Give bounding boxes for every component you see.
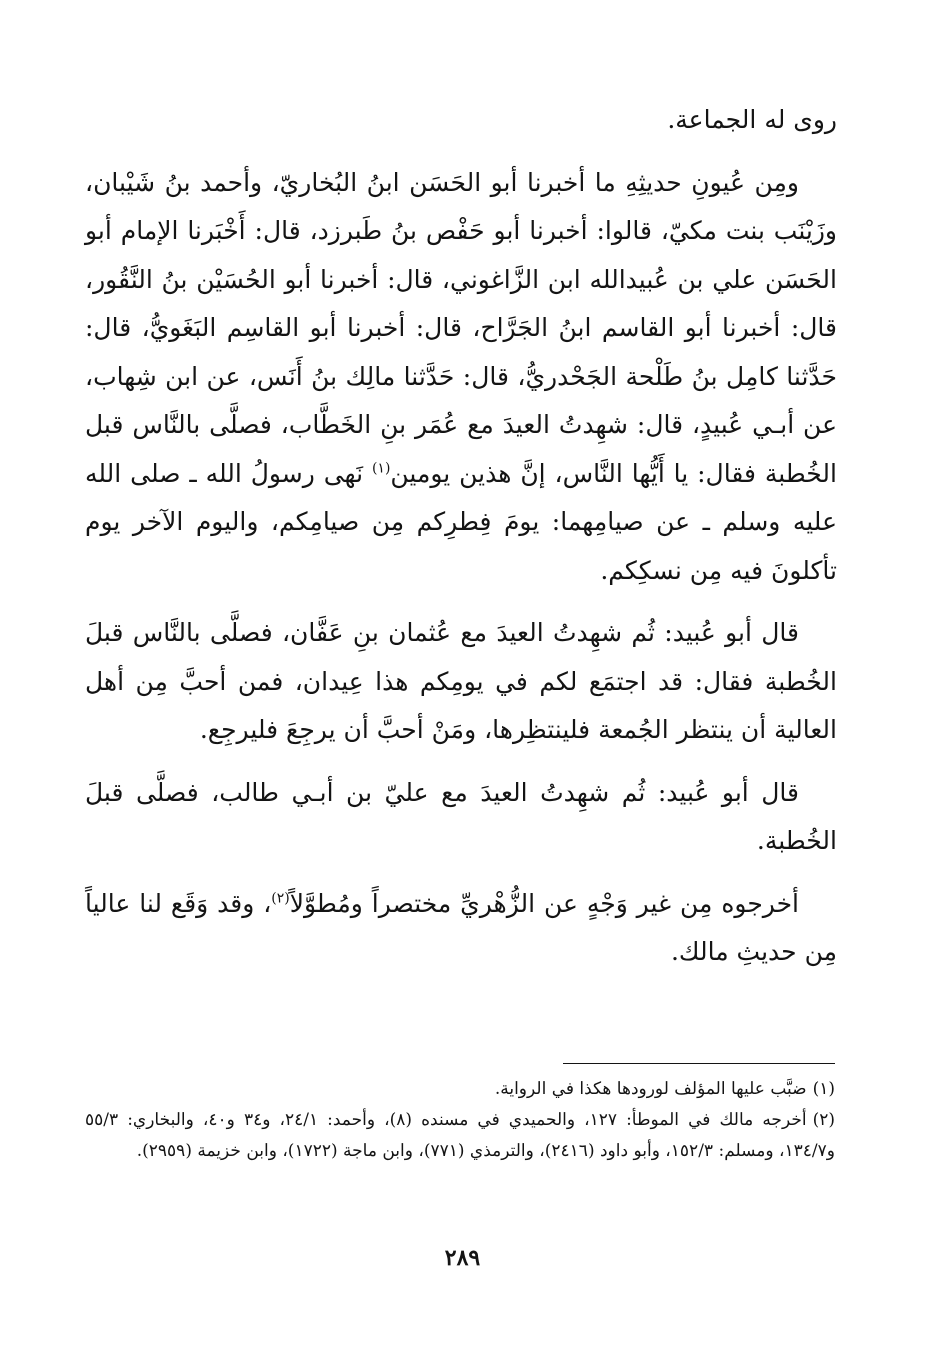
- footnote-2-number: (٢): [812, 1110, 835, 1130]
- paragraph-2: [85, 159, 837, 596]
- paragraph-5: [85, 880, 837, 977]
- paragraph-2-text: ومِن عُيونِ حديثِهِ ما أخبرنا أبو الحَسَن ابنُ البُخاريّ، وأحمد بنُ شَيْبان، وزَيْنَب بنت مكيّ، قالوا: أخبرنا أبو حَفْص بنُ طَبرزد، قال: أَخْبَرنا الإمام أبو الحَسَن علي بن عُبيدالله ابن الزَّاغوني، قال: أخبرنا أبو الحُسَيْن بنُ النَّقُور، قال: أخبرنا أبو القاسم ابنُ الجَرَّاح، قال: أخبرنا أبو القاسِم البَغَويُّ، قال: حَدَّثنا كامِل بنُ طَلْحة الجَحْدريُّ، قال: حَدَّثنا مالِك بنُ أَنَس، عن ابن شِهاب، عن أبـي عُبيدٍ، قال: شهِدتُ العيدَ مع عُمَر بنِ الخَطَّاب، فصلَّى بالنَّاس قبل الخُطبة فقال: يا أَيُّها النَّاس، إنَّ هذين يومين: [85, 167, 837, 488]
- footnote-1-number: (١): [812, 1079, 835, 1099]
- paragraph-5-text: أخرجوه مِن غير وَجْهٍ عن الزُّهْريِّ مختصراً ومُطوَّلاً: [289, 888, 799, 918]
- paragraph-3-text: قال أبو عُبيد: ثُم شهِدتُ العيدَ مع عُثمان بنِ عَفَّان، فصلَّى بالنَّاس قبلَ الخُطبة فقال: قد اجتمَع لكم في يومِكم هذا عِيدان، فمن أحبَّ مِن أهل العالية أن ينتظر الجُمعة فلينتظِرها، ومَنْ أحبَّ أن يرجِعَ فليرجِع.: [85, 618, 837, 744]
- footnote-ref-2[interactable]: (٢): [271, 890, 290, 907]
- footnote-divider: [563, 1063, 835, 1064]
- footnote-2-text: أخرجه مالك في الموطأ: ١٢٧، والحميدي في مسنده (٨)، وأحمد: ٢٤/١، و٣٤ و٤٠، والبخاري: ٥٥/٣ و١٣٤/٧، ومسلم: ١٥٢/٣، وأبو داود (٢٤١٦)، والترمذي (٧٧١)، وابن ماجة (١٧٢٢)، وابن خزيمة (٢٩٥٩).: [85, 1110, 835, 1161]
- paragraph-1-text: روى له الجماعة.: [667, 105, 837, 134]
- paragraph-4-text: قال أبو عُبيد: ثُم شهِدتُ العيدَ مع عليّ بن أبـي طالب، فصلَّى قبلَ الخُطبة.: [85, 777, 837, 855]
- paragraph-3: [85, 609, 837, 755]
- footnote-1: [85, 1074, 835, 1105]
- paragraph-2-end: نَهى رسولُ الله ـ صلى الله عليه وسلم ـ عن صيامِهما: يومَ فِطرِكم مِن صيامِكم، واليوم الآخر يوم تأكلونَ فيه مِن نسكِكم.: [85, 458, 837, 585]
- page-number: ٢٨٩: [444, 1245, 481, 1271]
- paragraph-1: [85, 96, 837, 145]
- footnotes: [85, 1074, 835, 1167]
- paragraph-4: [85, 769, 837, 866]
- footnote-2: [85, 1105, 835, 1167]
- footnote-1-text: ضبَّب عليها المؤلف لورودها هكذا في الرواية.: [494, 1079, 807, 1099]
- main-text: [85, 96, 837, 977]
- paragraph-5-end: ، وقد وَقَع لنا عالياً مِن حديثِ مالك.: [85, 888, 837, 966]
- footnote-ref-1[interactable]: (١): [371, 460, 391, 477]
